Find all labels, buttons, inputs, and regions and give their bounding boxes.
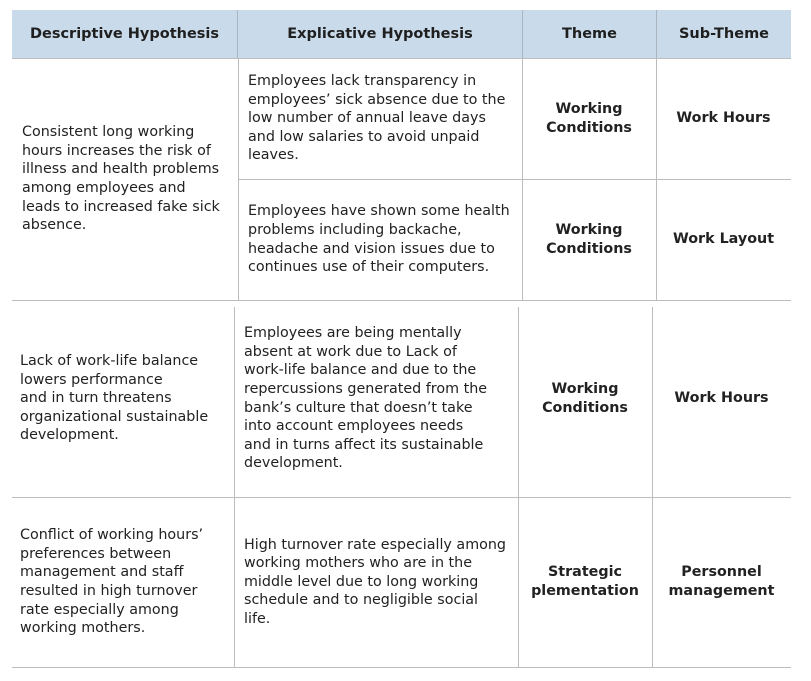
header-sub-theme: Sub-Theme [657,10,791,58]
theme-cell-4: Strategic plementation [531,564,639,599]
descriptive-hypothesis-3: Conflict of working hours’ preferences between management and staff resulted in high turnover rate especially among working mothers. [20,527,204,637]
explicative-hypothesis-1: Employees lack transparency in employees’ sick absence due to the low number of annual leave days and low salaries to avoid unpaid leaves. [248,73,506,164]
header-theme: Theme [523,10,657,58]
header-explicative-hypothesis: Explicative Hypothesis [238,10,523,58]
header-descriptive-hypothesis: Descriptive Hypothesis [12,10,238,58]
explicative-hypothesis-4: High turnover rate especially among working mothers who are in the middle level due to long working schedule and to negligible social life. [244,536,507,627]
subtheme-cell-3: Work Hours [674,390,769,407]
theme-cell-3: Working Conditions [542,380,628,416]
explicative-hypothesis-3: Employees are being mentally absent at work due to Lack of work-life balance and due to the repercussions generated from the bank’s culture that doesn’t take into account employees needs and in turns affect its sustainable development. [244,325,488,472]
subtheme-cell-1: Work Hours [676,110,771,127]
theme-cell-2: Working Conditions [546,221,632,257]
descriptive-hypothesis-1: Consistent long working hours increases the risk of illness and health problems among employees and leads to increased fake sick absence. [22,124,220,234]
subtheme-cell-2: Work Layout [672,231,775,248]
hypothesis-table [12,10,791,670]
row-divider [12,667,791,668]
explicative-hypothesis-2: Employees have shown some health problems including backache, headache and vision issues due to continues use of their computers. [248,203,510,276]
descriptive-hypothesis-2: Lack of work-life balance lowers performance and in turn threatens organizational sustainable development. [20,353,209,444]
theme-cell-1: Working Conditions [546,100,632,136]
subtheme-cell-4: Personnel management [668,564,775,599]
